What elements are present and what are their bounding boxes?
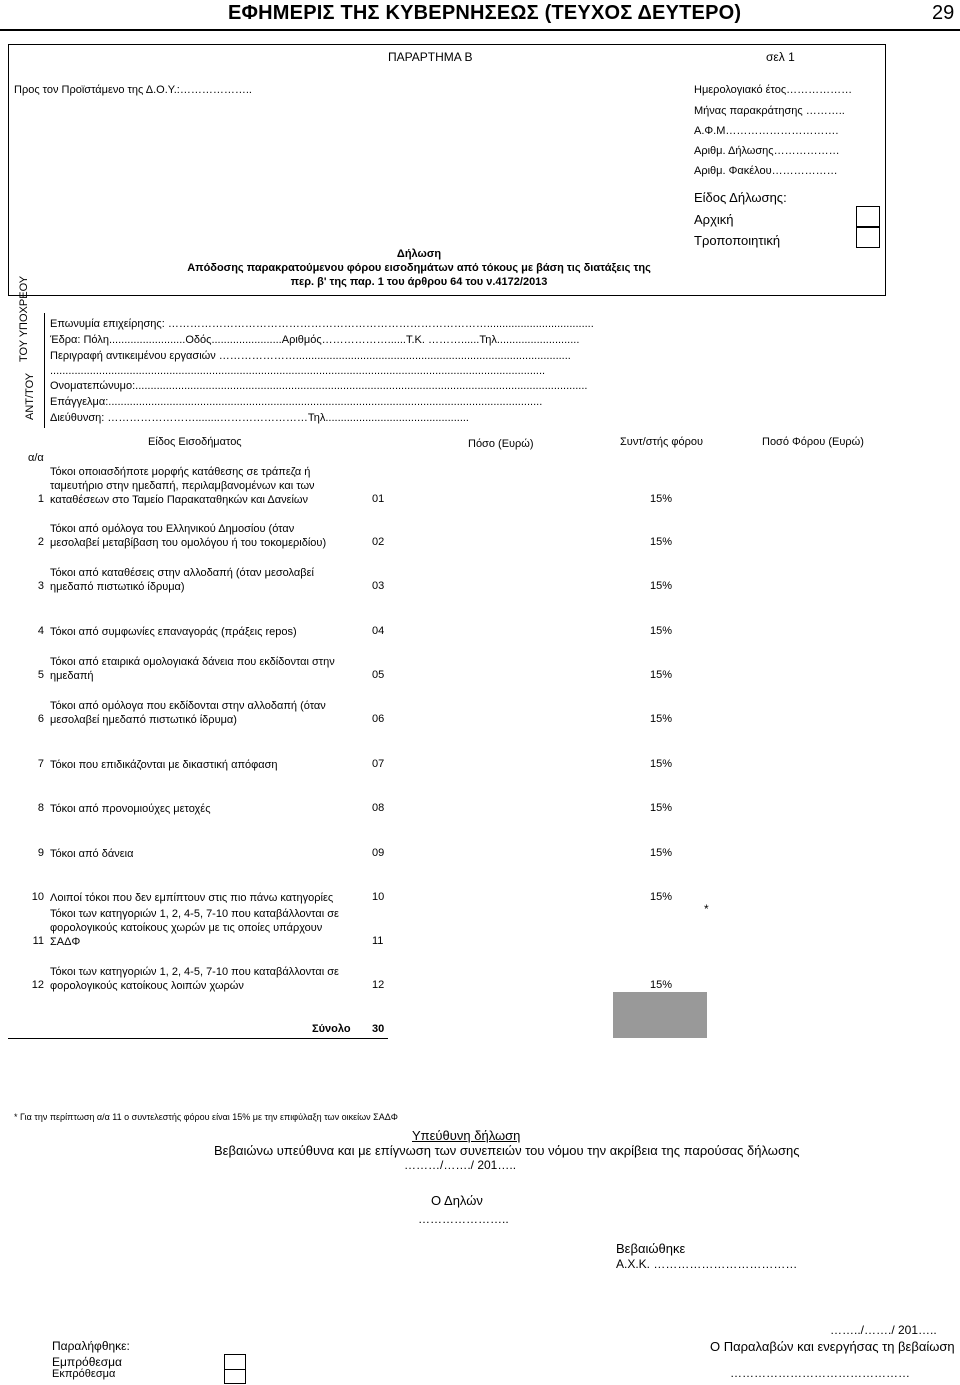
col-amount: Πόσο (Ευρώ) (468, 438, 534, 450)
type-initial-checkbox[interactable] (856, 206, 880, 228)
seat-field[interactable]: Έδρα: Πόλη.........................Οδός.......................Αριθμός………………......Τ.Κ. ………......Τηλ........................... (50, 334, 580, 346)
row-desc-line: ΣΑΔΦ (50, 936, 81, 948)
afm-field[interactable]: Α.Φ.Μ…………………………. (694, 125, 839, 137)
row-desc-line: Τόκοι που επιδικάζονται με δικαστική απόφαση (50, 759, 278, 771)
row-rate: 15% (650, 979, 673, 991)
row-rate: 15% (650, 625, 673, 637)
receipt-date: ……../……./ 201….. (830, 1323, 937, 1337)
activity-field-cont[interactable]: .................................................................................................................................................................. (50, 365, 546, 377)
responsible-declaration-title: Υπεύθυνη δήλωση (412, 1128, 521, 1143)
receiver-label: Ο Παραλαβών και ενεργήσας τη βεβαίωση (710, 1339, 955, 1354)
full-name-field[interactable]: Ονοματεπώνυμο:.................................................................................................................................................... (50, 380, 588, 392)
file-number-field[interactable]: Αριθμ. Φακέλου……………… (694, 165, 838, 177)
row-desc-line: φορολογικούς κατοίκους λοιπών χωρών (50, 980, 244, 992)
row-code: 08 (372, 802, 385, 814)
representative-side-label: ΑΝΤ/ΤΟΥ (24, 372, 36, 420)
row-desc-line: Λοιποί τόκοι που δεν εμπίπτουν στις πιο πάνω κατηγορίες (50, 892, 334, 904)
declaration-type-label: Είδος Δήλωσης: (694, 190, 787, 205)
col-aa: α/α (28, 452, 44, 464)
year-field[interactable]: Ημερολογιακό έτος……………… (694, 84, 853, 96)
on-time-checkbox[interactable] (224, 1354, 246, 1370)
row-rate: 15% (650, 580, 673, 592)
declaration-number-field[interactable]: Αριθμ. Δήλωσης……………… (694, 145, 840, 157)
page-header (0, 0, 960, 30)
row-code: 10 (372, 891, 385, 903)
row-desc-line: μεσολαβεί μεταβίβαση του ομολόγου ή του τοκομεριδίου) (50, 537, 327, 549)
col-tax: Ποσό Φόρου (Ευρώ) (762, 436, 864, 448)
header-rule (0, 29, 960, 31)
row-number: 6 (37, 713, 44, 725)
responsible-declaration-text: Βεβαιώνω υπεύθυνα και με επίγνωση των συνεπειών του νόμου την ακρίβεια της παρούσας δήλωσης (214, 1143, 800, 1158)
col-income-type: Είδος Εισοδήματος (148, 436, 242, 448)
row-number: 7 (37, 758, 44, 770)
row-desc-line: ημεδαπή (50, 670, 94, 682)
row-desc-line: Τόκοι από προνομιούχες μετοχές (50, 803, 211, 815)
declaration-subtitle: Απόδοσης παρακρατούμενου φόρου εισοδημάτων από τόκους με βάση τις διατάξεις της (187, 262, 651, 274)
row-desc-line: Τόκοι των κατηγοριών 1, 2, 4-5, 7-10 που καταβάλλονται σε (50, 966, 339, 978)
row-desc-line: Τόκοι από δάνεια (50, 848, 134, 860)
type-initial-label: Αρχική (694, 212, 734, 227)
row-rate: 15% (650, 802, 673, 814)
received-label: Παραλήφθηκε: (52, 1339, 130, 1353)
declaration-date: ………/……./ 201….. (404, 1158, 517, 1172)
business-name-field[interactable]: Επωνυμία επιχείρησης: ……………………………………………………………………………................................... (50, 318, 594, 330)
row-desc-line: Τόκοι των κατηγοριών 1, 2, 4-5, 7-10 που καταβάλλονται σε (50, 908, 339, 920)
annex-label: ΠΑΡΑΡΤΗΜΑ Β (388, 50, 473, 64)
row-code: 01 (372, 493, 385, 505)
page-number: 29 (932, 2, 955, 24)
row-rate: 15% (650, 713, 673, 725)
late-label: Εκπρόθεσμα (52, 1368, 116, 1380)
sheet-label: σελ 1 (766, 50, 795, 64)
footnote-text: * Για την περίπτωση α/α 11 ο συντελεστής φόρου είναι 15% με την επιφύλαξη των οικείων ΣΑΔΦ (14, 1112, 398, 1122)
row-rate: 15% (650, 493, 673, 505)
row-rate: 15% (650, 758, 673, 770)
row-code: 05 (372, 669, 385, 681)
debtor-side-label: ΤΟΥ ΥΠΟΧΡΕΟΥ (18, 275, 30, 362)
total-tax-shaded-cell (613, 992, 707, 1038)
type-amending-checkbox[interactable] (856, 226, 880, 248)
party-divider (44, 313, 45, 428)
row-desc-line: καταθέσεων στο Ταμείο Παρακαταθηκών και Δανείων (50, 494, 309, 506)
tax-office-field[interactable]: Προς τον Προϊστάμενο της Δ.Ο.Υ.:……………….. (14, 84, 252, 96)
month-field[interactable]: Μήνας παρακράτησης ……….. (694, 105, 845, 117)
row-number: 11 (32, 935, 44, 947)
row-code: 02 (372, 536, 385, 548)
row-desc-line: Τόκοι από ομόλογα του Ελληνικού Δημοσίου (όταν (50, 523, 295, 535)
type-amending-label: Τροποποιητική (694, 233, 781, 248)
row-desc-line: ημεδαπό πιστωτικό ίδρυμα) (50, 581, 185, 593)
row-desc-line: Τόκοι από καταθέσεις στην αλλοδαπή (όταν μεσολαβεί (50, 567, 314, 579)
row-code: 03 (372, 580, 385, 592)
row-rate: 15% (650, 669, 673, 681)
row-code: 06 (372, 713, 385, 725)
row-number: 8 (37, 802, 44, 814)
row-number: 2 (37, 536, 44, 548)
row-code: 12 (372, 979, 385, 991)
row-rate: 15% (650, 891, 673, 903)
certified-label: Βεβαιώθηκε (616, 1241, 686, 1256)
declaration-title: Δήλωση (396, 248, 442, 260)
row-code: 07 (372, 758, 385, 770)
row-desc-line: Τόκοι από συμφωνίες επαναγοράς (πράξεις repos) (50, 626, 297, 638)
row-number: 12 (31, 979, 44, 991)
footnote-marker: * (704, 902, 709, 916)
row-desc-line: Τόκοι οποιασδήποτε μορφής κατάθεσης σε τράπεζα ή (50, 466, 311, 478)
row-number: 10 (31, 891, 44, 903)
col-rate: Συντ/στής φόρου (620, 436, 703, 448)
row-number: 3 (37, 580, 44, 592)
declarant-signature-line[interactable]: ………………….. (418, 1212, 509, 1226)
address-field[interactable]: Διεύθυνση: ……………………........……………………Τηλ............................................... (50, 412, 469, 424)
row-number: 9 (37, 847, 44, 859)
row-number: 5 (37, 669, 44, 681)
late-checkbox[interactable] (224, 1369, 246, 1384)
total-label: Σύνολο (312, 1023, 351, 1035)
row-code: 04 (372, 625, 385, 637)
row-desc-line: Τόκοι από εταιρικά ομολογιακά δάνεια που εκδίδονται στην (50, 656, 335, 668)
profession-field[interactable]: Επάγγελμα:.............................................................................................................................................. (50, 396, 543, 408)
row-code: 11 (372, 935, 384, 947)
total-rule (8, 1038, 388, 1039)
total-code: 30 (372, 1023, 385, 1035)
row-rate: 15% (650, 536, 673, 548)
declaration-law-ref: περ. β' της παρ. 1 του άρθρου 64 του ν.4172/2013 (290, 276, 548, 288)
row-rate: 15% (650, 847, 673, 859)
row-desc-line: Τόκοι από ομόλογα που εκδίδονται στην αλλοδαπή (όταν (50, 700, 326, 712)
row-number: 1 (37, 493, 44, 505)
row-number: 4 (37, 625, 44, 637)
row-desc-line: ταμευτήριο στην ημεδαπή, περιλαμβανομένων και των (50, 480, 315, 492)
row-desc-line: φορολογικούς κατοίκους χωρών με τις οποίες υπάρχουν (50, 922, 323, 934)
receiver-signature-line[interactable]: ……………………………………… (730, 1366, 910, 1380)
gazette-title: ΕΦΗΜΕΡΙΣ ΤΗΣ ΚΥΒΕΡΝΗΣΕΩΣ (ΤΕΥΧΟΣ ΔΕΥΤΕΡΟ) (228, 2, 742, 24)
row-desc-line: μεσολαβεί ημεδαπό πιστωτικό ίδρυμα) (50, 714, 237, 726)
activity-field[interactable]: Περιγραφή αντικειμένου εργασιών ………………….......................................................................................... (50, 350, 571, 362)
on-time-label: Εμπρόθεσμα (52, 1355, 122, 1369)
row-code: 09 (372, 847, 385, 859)
akh-field[interactable]: Α.Χ.Κ. ……………………………… (616, 1257, 798, 1271)
declarant-label: Ο Δηλών (431, 1193, 483, 1208)
